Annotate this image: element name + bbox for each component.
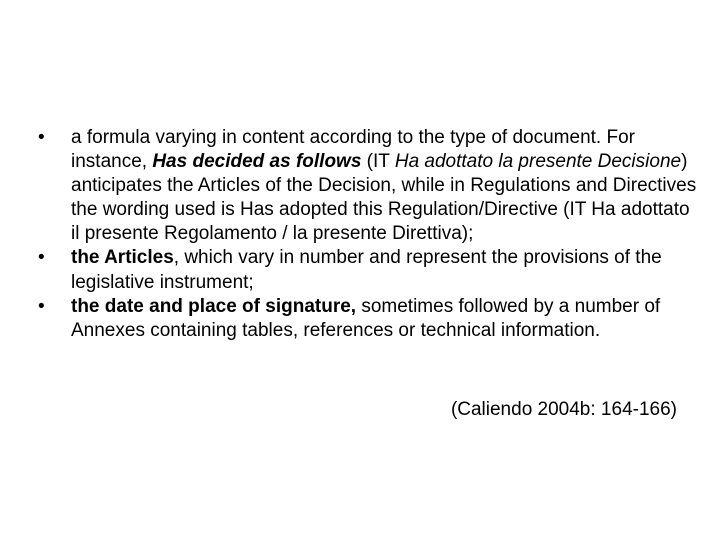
bullet-icon: • xyxy=(38,127,45,148)
bullet-item-signature xyxy=(38,295,698,343)
item-bold-text: the date and place of signature, xyxy=(71,295,357,317)
bullet-item-formula xyxy=(38,126,698,246)
bullet-list-container xyxy=(38,126,698,343)
item-text: , which vary in number and represent the provisions of the legislative instrument; xyxy=(71,247,662,293)
item-text: sometimes followed by a number of Annexes containing tables, references or technical information. xyxy=(71,295,661,341)
item-text: (IT xyxy=(361,151,395,173)
bullet-icon: • xyxy=(38,295,45,317)
item-italic-text: Ha adottato la presente Decisione xyxy=(394,151,682,173)
bullet-icon: • xyxy=(38,247,45,269)
item-emphasis: Has decided as follows xyxy=(152,151,362,173)
item-text: ) anticipates the Articles of the Decision, while in Regulations and Directives the wording used is Has adopted this Regulation/Directive (IT Ha adottato il presente Regolamento / la presente Direttiva); xyxy=(71,151,697,245)
item-text: a formula varying in content according to the type of document. For instance, xyxy=(71,127,635,173)
item-bold-text: the Articles xyxy=(71,247,174,269)
bullet-list xyxy=(38,126,698,343)
citation: (Caliendo 2004b: 164-166) xyxy=(450,399,677,420)
bullet-item-articles xyxy=(38,246,698,294)
